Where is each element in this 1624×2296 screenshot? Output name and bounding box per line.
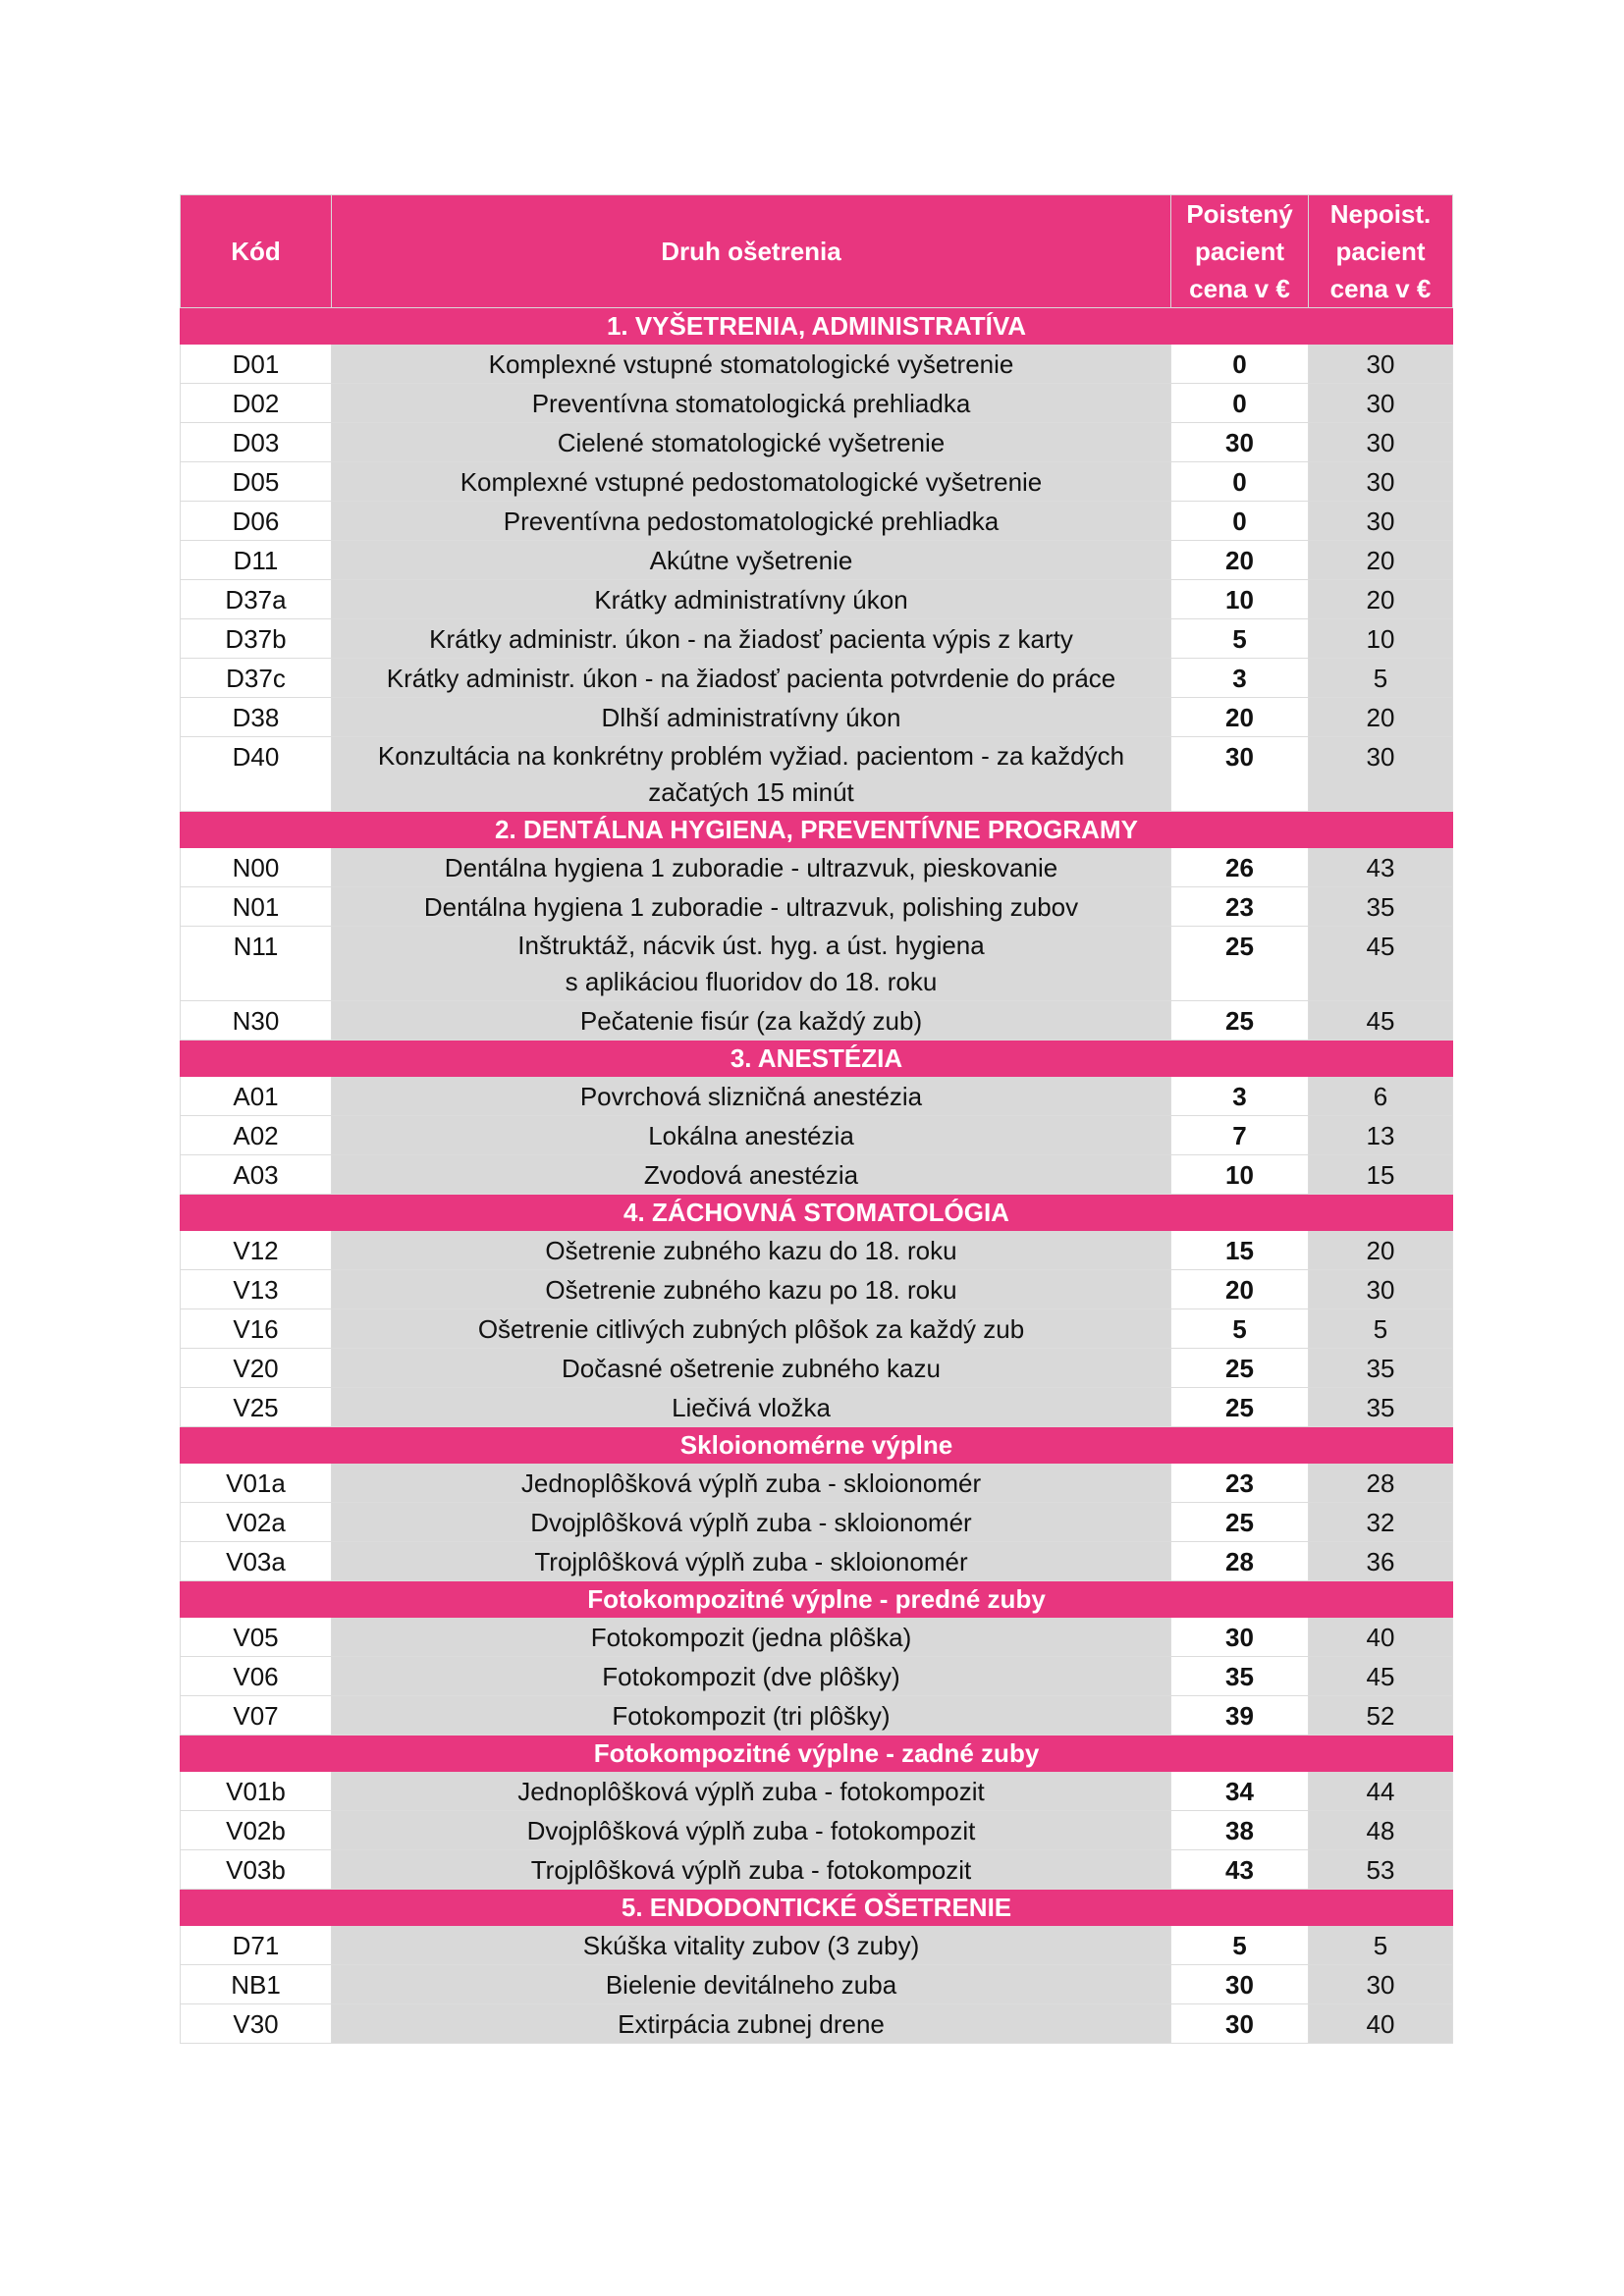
treatment-code: V06 — [181, 1657, 332, 1696]
uninsured-price: 30 — [1309, 737, 1453, 812]
table-row — [181, 1077, 1453, 1116]
treatment-name: Cielené stomatologické vyšetrenie — [332, 423, 1171, 462]
uninsured-price: 6 — [1309, 1077, 1453, 1116]
uninsured-price: 35 — [1309, 1388, 1453, 1427]
table-row — [181, 1001, 1453, 1041]
treatment-code: D37a — [181, 580, 332, 619]
treatment-name: Lokálna anestézia — [332, 1116, 1171, 1155]
table-row — [181, 1811, 1453, 1850]
treatment-name: Dentálna hygiena 1 zuboradie - ultrazvuk, polishing zubov — [332, 887, 1171, 927]
treatment-name: Extirpácia zubnej drene — [332, 2004, 1171, 2044]
table-row — [181, 848, 1453, 887]
treatment-name — [332, 927, 1171, 1001]
header-line: cena v € — [1329, 274, 1432, 303]
uninsured-price: 43 — [1309, 848, 1453, 887]
section-header-row — [181, 1890, 1453, 1926]
treatment-code: N30 — [181, 1001, 332, 1041]
treatment-name: Trojplôšková výplň zuba - skloionomér — [332, 1542, 1171, 1581]
treatment-code: V03a — [181, 1542, 332, 1581]
treatment-name: Krátky administr. úkon - na žiadosť pacienta výpis z karty — [332, 619, 1171, 659]
treatment-code: A03 — [181, 1155, 332, 1195]
uninsured-price: 35 — [1309, 1349, 1453, 1388]
section-header-row — [181, 1581, 1453, 1618]
insured-price: 30 — [1171, 2004, 1309, 2044]
treatment-name: Ošetrenie zubného kazu po 18. roku — [332, 1270, 1171, 1309]
uninsured-price: 30 — [1309, 502, 1453, 541]
insured-price: 23 — [1171, 887, 1309, 927]
uninsured-price: 35 — [1309, 887, 1453, 927]
insured-price: 38 — [1171, 1811, 1309, 1850]
treatment-name: Povrchová slizničná anestézia — [332, 1077, 1171, 1116]
table-row — [181, 927, 1453, 1001]
treatment-code: V02a — [181, 1503, 332, 1542]
uninsured-price: 20 — [1309, 541, 1453, 580]
insured-price: 30 — [1171, 1965, 1309, 2004]
table-row — [181, 1618, 1453, 1657]
uninsured-price: 30 — [1309, 462, 1453, 502]
insured-price: 35 — [1171, 1657, 1309, 1696]
insured-price: 39 — [1171, 1696, 1309, 1735]
header-line: pacient — [1335, 237, 1426, 266]
price-list — [180, 194, 1452, 2044]
section-title: 4. ZÁCHOVNÁ STOMATOLÓGIA — [181, 1195, 1453, 1231]
table-row — [181, 1965, 1453, 2004]
insured-price: 25 — [1171, 1388, 1309, 1427]
treatment-code: N00 — [181, 848, 332, 887]
table-row — [181, 502, 1453, 541]
uninsured-price: 10 — [1309, 619, 1453, 659]
table-row — [181, 659, 1453, 698]
treatment-code: D71 — [181, 1926, 332, 1965]
uninsured-price: 36 — [1309, 1542, 1453, 1581]
treatment-name: Skúška vitality zubov (3 zuby) — [332, 1926, 1171, 1965]
treatment-name-line: Konzultácia na konkrétny problém vyžiad. pacientom - za každých — [377, 741, 1125, 771]
table-row — [181, 1349, 1453, 1388]
table-row — [181, 1388, 1453, 1427]
treatment-name — [332, 737, 1171, 812]
insured-price: 5 — [1171, 1926, 1309, 1965]
table-row — [181, 1850, 1453, 1890]
uninsured-price: 40 — [1309, 2004, 1453, 2044]
table-row — [181, 462, 1453, 502]
insured-price: 10 — [1171, 1155, 1309, 1195]
insured-price: 7 — [1171, 1116, 1309, 1155]
insured-price: 20 — [1171, 1270, 1309, 1309]
treatment-name: Jednoplôšková výplň zuba - skloionomér — [332, 1464, 1171, 1503]
treatment-name: Zvodová anestézia — [332, 1155, 1171, 1195]
section-title: Fotokompozitné výplne - predné zuby — [181, 1581, 1453, 1618]
treatment-code: D40 — [181, 737, 332, 812]
treatment-name-line: s aplikáciou fluoridov do 18. roku — [565, 967, 938, 996]
uninsured-price: 20 — [1309, 580, 1453, 619]
insured-price: 20 — [1171, 541, 1309, 580]
table-row — [181, 1155, 1453, 1195]
treatment-name: Trojplôšková výplň zuba - fotokompozit — [332, 1850, 1171, 1890]
uninsured-price: 45 — [1309, 1001, 1453, 1041]
treatment-code: V05 — [181, 1618, 332, 1657]
header-line: Nepoist. — [1329, 199, 1432, 229]
uninsured-price: 15 — [1309, 1155, 1453, 1195]
table-row — [181, 1116, 1453, 1155]
price-table — [180, 194, 1453, 2044]
treatment-name: Komplexné vstupné stomatologické vyšetrenie — [332, 345, 1171, 384]
table-row — [181, 1309, 1453, 1349]
section-title: 1. VYŠETRENIA, ADMINISTRATÍVA — [181, 308, 1453, 345]
treatment-name: Krátky administr. úkon - na žiadosť pacienta potvrdenie do práce — [332, 659, 1171, 698]
table-row — [181, 1926, 1453, 1965]
treatment-code: D37b — [181, 619, 332, 659]
insured-price: 25 — [1171, 1349, 1309, 1388]
insured-price: 3 — [1171, 659, 1309, 698]
table-row — [181, 423, 1453, 462]
treatment-code: V02b — [181, 1811, 332, 1850]
table-row — [181, 887, 1453, 927]
treatment-code: V07 — [181, 1696, 332, 1735]
uninsured-price: 32 — [1309, 1503, 1453, 1542]
table-row — [181, 737, 1453, 812]
treatment-code: V20 — [181, 1349, 332, 1388]
treatment-name: Preventívna pedostomatologické prehliadka — [332, 502, 1171, 541]
uninsured-price: 30 — [1309, 1965, 1453, 2004]
treatment-name: Preventívna stomatologická prehliadka — [332, 384, 1171, 423]
column-header-code: Kód — [181, 195, 332, 308]
table-row — [181, 1231, 1453, 1270]
treatment-code: D02 — [181, 384, 332, 423]
treatment-name: Ošetrenie zubného kazu do 18. roku — [332, 1231, 1171, 1270]
table-row — [181, 1503, 1453, 1542]
insured-price: 0 — [1171, 502, 1309, 541]
insured-price: 30 — [1171, 423, 1309, 462]
uninsured-price: 30 — [1309, 1270, 1453, 1309]
table-row — [181, 541, 1453, 580]
insured-price: 34 — [1171, 1772, 1309, 1811]
insured-price: 3 — [1171, 1077, 1309, 1116]
insured-price: 10 — [1171, 580, 1309, 619]
uninsured-price: 40 — [1309, 1618, 1453, 1657]
treatment-code: D03 — [181, 423, 332, 462]
table-row — [181, 1542, 1453, 1581]
column-header-uninsured-price — [1309, 195, 1453, 308]
insured-price: 25 — [1171, 927, 1309, 1001]
table-row — [181, 1772, 1453, 1811]
uninsured-price: 5 — [1309, 659, 1453, 698]
table-row — [181, 2004, 1453, 2044]
header-line: Poistený — [1186, 199, 1293, 229]
insured-price: 28 — [1171, 1542, 1309, 1581]
section-header-row — [181, 1195, 1453, 1231]
treatment-name: Dlhší administratívny úkon — [332, 698, 1171, 737]
insured-price: 0 — [1171, 345, 1309, 384]
insured-price: 5 — [1171, 1309, 1309, 1349]
treatment-name: Fotokompozit (tri plôšky) — [332, 1696, 1171, 1735]
treatment-name: Dvojplôšková výplň zuba - skloionomér — [332, 1503, 1171, 1542]
uninsured-price: 30 — [1309, 345, 1453, 384]
treatment-code: D37c — [181, 659, 332, 698]
treatment-code: A02 — [181, 1116, 332, 1155]
treatment-name: Dočasné ošetrenie zubného kazu — [332, 1349, 1171, 1388]
column-header-treatment: Druh ošetrenia — [332, 195, 1171, 308]
treatment-code: D11 — [181, 541, 332, 580]
section-title: 3. ANESTÉZIA — [181, 1041, 1453, 1077]
treatment-name: Fotokompozit (dve plôšky) — [332, 1657, 1171, 1696]
table-row — [181, 698, 1453, 737]
treatment-name: Fotokompozit (jedna plôška) — [332, 1618, 1171, 1657]
section-title: Fotokompozitné výplne - zadné zuby — [181, 1735, 1453, 1772]
uninsured-price: 28 — [1309, 1464, 1453, 1503]
section-header-row — [181, 812, 1453, 848]
insured-price: 0 — [1171, 384, 1309, 423]
treatment-code: V16 — [181, 1309, 332, 1349]
treatment-code: D06 — [181, 502, 332, 541]
treatment-code: V01a — [181, 1464, 332, 1503]
uninsured-price: 44 — [1309, 1772, 1453, 1811]
uninsured-price: 45 — [1309, 927, 1453, 1001]
insured-price: 23 — [1171, 1464, 1309, 1503]
column-header-insured-price — [1171, 195, 1309, 308]
table-body — [181, 308, 1453, 2044]
treatment-code: D38 — [181, 698, 332, 737]
treatment-code: V12 — [181, 1231, 332, 1270]
treatment-code: D01 — [181, 345, 332, 384]
treatment-name-line: Inštruktáž, nácvik úst. hyg. a úst. hygiena — [517, 931, 985, 960]
insured-price: 20 — [1171, 698, 1309, 737]
uninsured-price: 30 — [1309, 423, 1453, 462]
treatment-code: N01 — [181, 887, 332, 927]
treatment-name: Pečatenie fisúr (za každý zub) — [332, 1001, 1171, 1041]
treatment-code: D05 — [181, 462, 332, 502]
treatment-name: Ošetrenie citlivých zubných plôšok za každý zub — [332, 1309, 1171, 1349]
insured-price: 15 — [1171, 1231, 1309, 1270]
treatment-code: V13 — [181, 1270, 332, 1309]
uninsured-price: 5 — [1309, 1926, 1453, 1965]
insured-price: 30 — [1171, 737, 1309, 812]
uninsured-price: 20 — [1309, 698, 1453, 737]
header-line: pacient — [1194, 237, 1285, 266]
uninsured-price: 53 — [1309, 1850, 1453, 1890]
treatment-name-line: začatých 15 minút — [648, 777, 854, 807]
table-row — [181, 1696, 1453, 1735]
uninsured-price: 52 — [1309, 1696, 1453, 1735]
header-line: cena v € — [1189, 274, 1290, 303]
treatment-code: N11 — [181, 927, 332, 1001]
uninsured-price: 20 — [1309, 1231, 1453, 1270]
uninsured-price: 5 — [1309, 1309, 1453, 1349]
uninsured-price: 13 — [1309, 1116, 1453, 1155]
treatment-name: Liečivá vložka — [332, 1388, 1171, 1427]
treatment-name: Dentálna hygiena 1 zuboradie - ultrazvuk, pieskovanie — [332, 848, 1171, 887]
treatment-code: NB1 — [181, 1965, 332, 2004]
treatment-code: V03b — [181, 1850, 332, 1890]
section-title: 2. DENTÁLNA HYGIENA, PREVENTÍVNE PROGRAMY — [181, 812, 1453, 848]
treatment-name: Bielenie devitálneho zuba — [332, 1965, 1171, 2004]
insured-price: 25 — [1171, 1001, 1309, 1041]
table-row — [181, 580, 1453, 619]
insured-price: 25 — [1171, 1503, 1309, 1542]
uninsured-price: 48 — [1309, 1811, 1453, 1850]
table-row — [181, 1270, 1453, 1309]
section-header-row — [181, 1735, 1453, 1772]
section-header-row — [181, 308, 1453, 345]
insured-price: 30 — [1171, 1618, 1309, 1657]
insured-price: 43 — [1171, 1850, 1309, 1890]
treatment-code: A01 — [181, 1077, 332, 1116]
insured-price: 26 — [1171, 848, 1309, 887]
section-header-row — [181, 1427, 1453, 1464]
table-header-row — [181, 195, 1453, 308]
table-row — [181, 1464, 1453, 1503]
insured-price: 5 — [1171, 619, 1309, 659]
treatment-name: Akútne vyšetrenie — [332, 541, 1171, 580]
treatment-code: V01b — [181, 1772, 332, 1811]
table-row — [181, 619, 1453, 659]
section-title: Skloionomérne výplne — [181, 1427, 1453, 1464]
table-row — [181, 1657, 1453, 1696]
table-row — [181, 345, 1453, 384]
treatment-name: Dvojplôšková výplň zuba - fotokompozit — [332, 1811, 1171, 1850]
section-header-row — [181, 1041, 1453, 1077]
treatment-code: V25 — [181, 1388, 332, 1427]
treatment-code: V30 — [181, 2004, 332, 2044]
section-title: 5. ENDODONTICKÉ OŠETRENIE — [181, 1890, 1453, 1926]
uninsured-price: 30 — [1309, 384, 1453, 423]
treatment-name: Krátky administratívny úkon — [332, 580, 1171, 619]
uninsured-price: 45 — [1309, 1657, 1453, 1696]
treatment-name: Komplexné vstupné pedostomatologické vyšetrenie — [332, 462, 1171, 502]
table-row — [181, 384, 1453, 423]
insured-price: 0 — [1171, 462, 1309, 502]
treatment-name: Jednoplôšková výplň zuba - fotokompozit — [332, 1772, 1171, 1811]
